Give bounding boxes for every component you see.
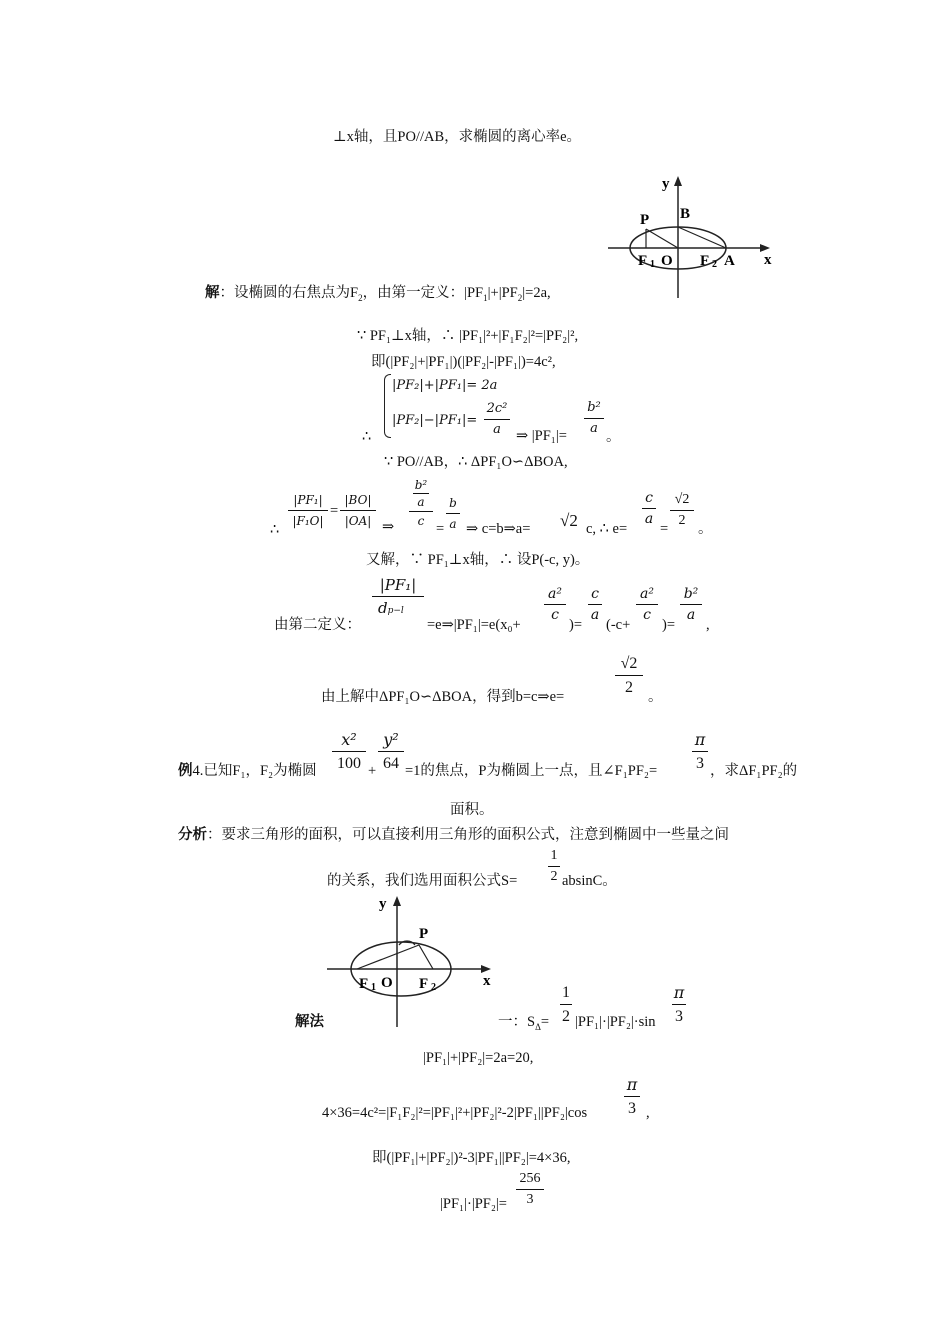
e-sqrt2-over-2: √2 2 xyxy=(615,654,643,697)
pf1-over-d: |PF₁| dp−l xyxy=(372,576,424,620)
fig1-F1: F xyxy=(638,253,648,269)
x2-over-100: x² 100 xyxy=(332,730,366,773)
solution-label: 解 xyxy=(205,285,220,301)
ellipse-figure-2 xyxy=(325,890,505,1030)
line-8: 又解，∵ PF₁⊥x轴，∴ 设P(-c, y)。 xyxy=(366,552,590,568)
analysis-line: 分析：要求三角形的面积，可以直接利用三角形的面积公式，注意到椭圆中一些量之间 xyxy=(178,827,729,843)
solution-intro: 解：设椭圆的右焦点为$F_2$，由第一定义：$|PF_1|+|PF_2|=2a$, xyxy=(205,285,551,303)
one-half: 1 2 xyxy=(548,848,560,885)
256-over-3: 256 3 xyxy=(516,1171,544,1208)
system-brace xyxy=(384,374,391,438)
line-10: 由上解中ΔPF₁O∽ΔBOA，得到b=c⇒e= xyxy=(321,689,565,705)
eq-paren: )= xyxy=(569,617,583,633)
solution-text-4: |=2a, xyxy=(522,285,551,301)
svg-text:2: 2 xyxy=(712,259,717,270)
ratio-bo-oa: |BO| |OA| xyxy=(340,492,376,529)
compound-frac: b² a c xyxy=(409,478,433,528)
fig2-F1: F xyxy=(359,976,369,992)
solution-text-2: ，由第一定义：|PF xyxy=(362,285,484,301)
period-3: 。 xyxy=(648,689,663,705)
fig1-A: A xyxy=(724,253,735,269)
fig1-x: x xyxy=(764,252,772,268)
solution-text: ：设椭圆的右焦点为F xyxy=(219,285,359,301)
example-4-end: ，求ΔF₁PF₂的 xyxy=(710,763,798,779)
example-4-cont: =1的焦点，P为椭圆上一点，且∠F₁PF₂= xyxy=(405,763,658,779)
fig2-O: O xyxy=(381,975,393,991)
svg-text:1: 1 xyxy=(650,259,655,270)
y2-over-64: y² 64 xyxy=(378,730,404,773)
line-3: ∵ PF₁⊥x轴，∴ |PF₁|²+|F₁F₂|²=|PF₂|², xyxy=(357,328,579,344)
c-over-a-2: c a xyxy=(588,586,602,623)
implies-pf1: ⇒ |PF₁|= xyxy=(516,428,567,444)
implies-1: ⇒ xyxy=(382,519,395,535)
fig1-B: B xyxy=(680,206,691,222)
fig2-P: P xyxy=(419,926,429,942)
fig2-F2: F xyxy=(419,976,429,992)
a2-over-c-2: a² c xyxy=(636,586,658,623)
fig2-x: x xyxy=(483,973,491,989)
c-therefore-e: c, ∴ e= xyxy=(586,521,628,537)
fig1-y: y xyxy=(662,176,670,192)
period: 。 xyxy=(606,429,621,445)
fig1-O: O xyxy=(661,253,673,269)
svg-text:1: 1 xyxy=(371,982,376,993)
line-4: 即(|PF₂|+|PF₁|)(|PF₂|-|PF₁|)=4c², xyxy=(371,354,556,370)
absinc: absinC。 xyxy=(562,873,617,889)
eq-2: = xyxy=(436,521,445,537)
pi-over-3-2: π 3 xyxy=(673,983,685,1025)
e-expr: =e⇒|PF₁|=e(x₀+ xyxy=(427,617,521,633)
fig2-y: y xyxy=(379,896,387,912)
example-4-area: 面积。 xyxy=(450,802,494,818)
c-eq-b: ⇒ c=b⇒a= xyxy=(466,521,531,537)
b2-over-a: b² a xyxy=(584,400,604,437)
period-2: 。 xyxy=(698,521,713,537)
solution-method-label: 解法 xyxy=(295,1014,324,1030)
line-6: ∵ PO//AB，∴ ΔPF₁O∽ΔBOA, xyxy=(384,454,568,470)
solution-text-3: |+|PF xyxy=(487,285,518,301)
product-result: |PF₁|·|PF₂|= xyxy=(440,1196,507,1212)
sum-line: |PF₁|+|PF₂|=2a=20, xyxy=(423,1050,534,1066)
c-over-a: c a xyxy=(642,490,656,527)
ellipse-figure-1 xyxy=(598,172,778,302)
b2-over-a-2: b² a xyxy=(680,586,702,623)
area-formula-2: |PF₁|·|PF₂|·sin xyxy=(575,1014,656,1030)
pi-over-3-3: π 3 xyxy=(624,1075,640,1118)
fig1-P: P xyxy=(640,212,650,228)
sqrt2-over-2: √2 2 xyxy=(670,492,694,529)
comma: , xyxy=(706,617,710,633)
a2-over-c: a² c xyxy=(544,586,566,623)
ratio-eq: = xyxy=(330,503,339,519)
eq-paren-2: )= xyxy=(662,617,676,633)
neg-c: (-c+ xyxy=(606,617,631,633)
pi-over-3: π 3 xyxy=(692,730,708,773)
one-half-2: 1 2 xyxy=(562,984,570,1025)
system-eq-2: |PF₂|−|PF₁|= xyxy=(392,413,478,428)
eq-3: = xyxy=(660,521,669,537)
therefore-symbol: ∴ xyxy=(362,429,372,445)
problem-line: ⊥x轴，且PO//AB，求椭圆的离心率e。 xyxy=(333,129,582,145)
system-eq-1: |PF₂|+|PF₁|= 2a xyxy=(392,378,498,393)
comma-2: , xyxy=(646,1105,650,1121)
b-over-a: b a xyxy=(446,495,460,532)
analysis-line-2: 的关系，我们选用面积公式S= xyxy=(327,873,518,889)
example-4-line: 例4.已知F₁，F₂为椭圆 xyxy=(178,763,317,779)
ratio-pf1-f1o: |PF₁| |F₁O| xyxy=(288,492,328,529)
area-formula: 一：$S_\Delta=$ xyxy=(498,1014,550,1032)
plus: + xyxy=(368,763,377,779)
system-frac: 2c² a xyxy=(484,401,510,438)
svg-text:2: 2 xyxy=(431,982,436,993)
therefore-symbol-2: ∴ xyxy=(270,522,280,538)
sqrt2-a: √2 xyxy=(560,511,578,530)
second-def-label: 由第二定义： xyxy=(274,617,361,633)
product-eq: 即(|PF₁|+|PF₂|)²-3|PF₁||PF₂|=4×36, xyxy=(372,1150,571,1166)
fig1-F2: F xyxy=(700,253,710,269)
cos-law-line: 4×36=4c²=|F₁F₂|²=|PF₁|²+|PF₂|²-2|PF₁||PF₂|cos xyxy=(322,1105,588,1121)
